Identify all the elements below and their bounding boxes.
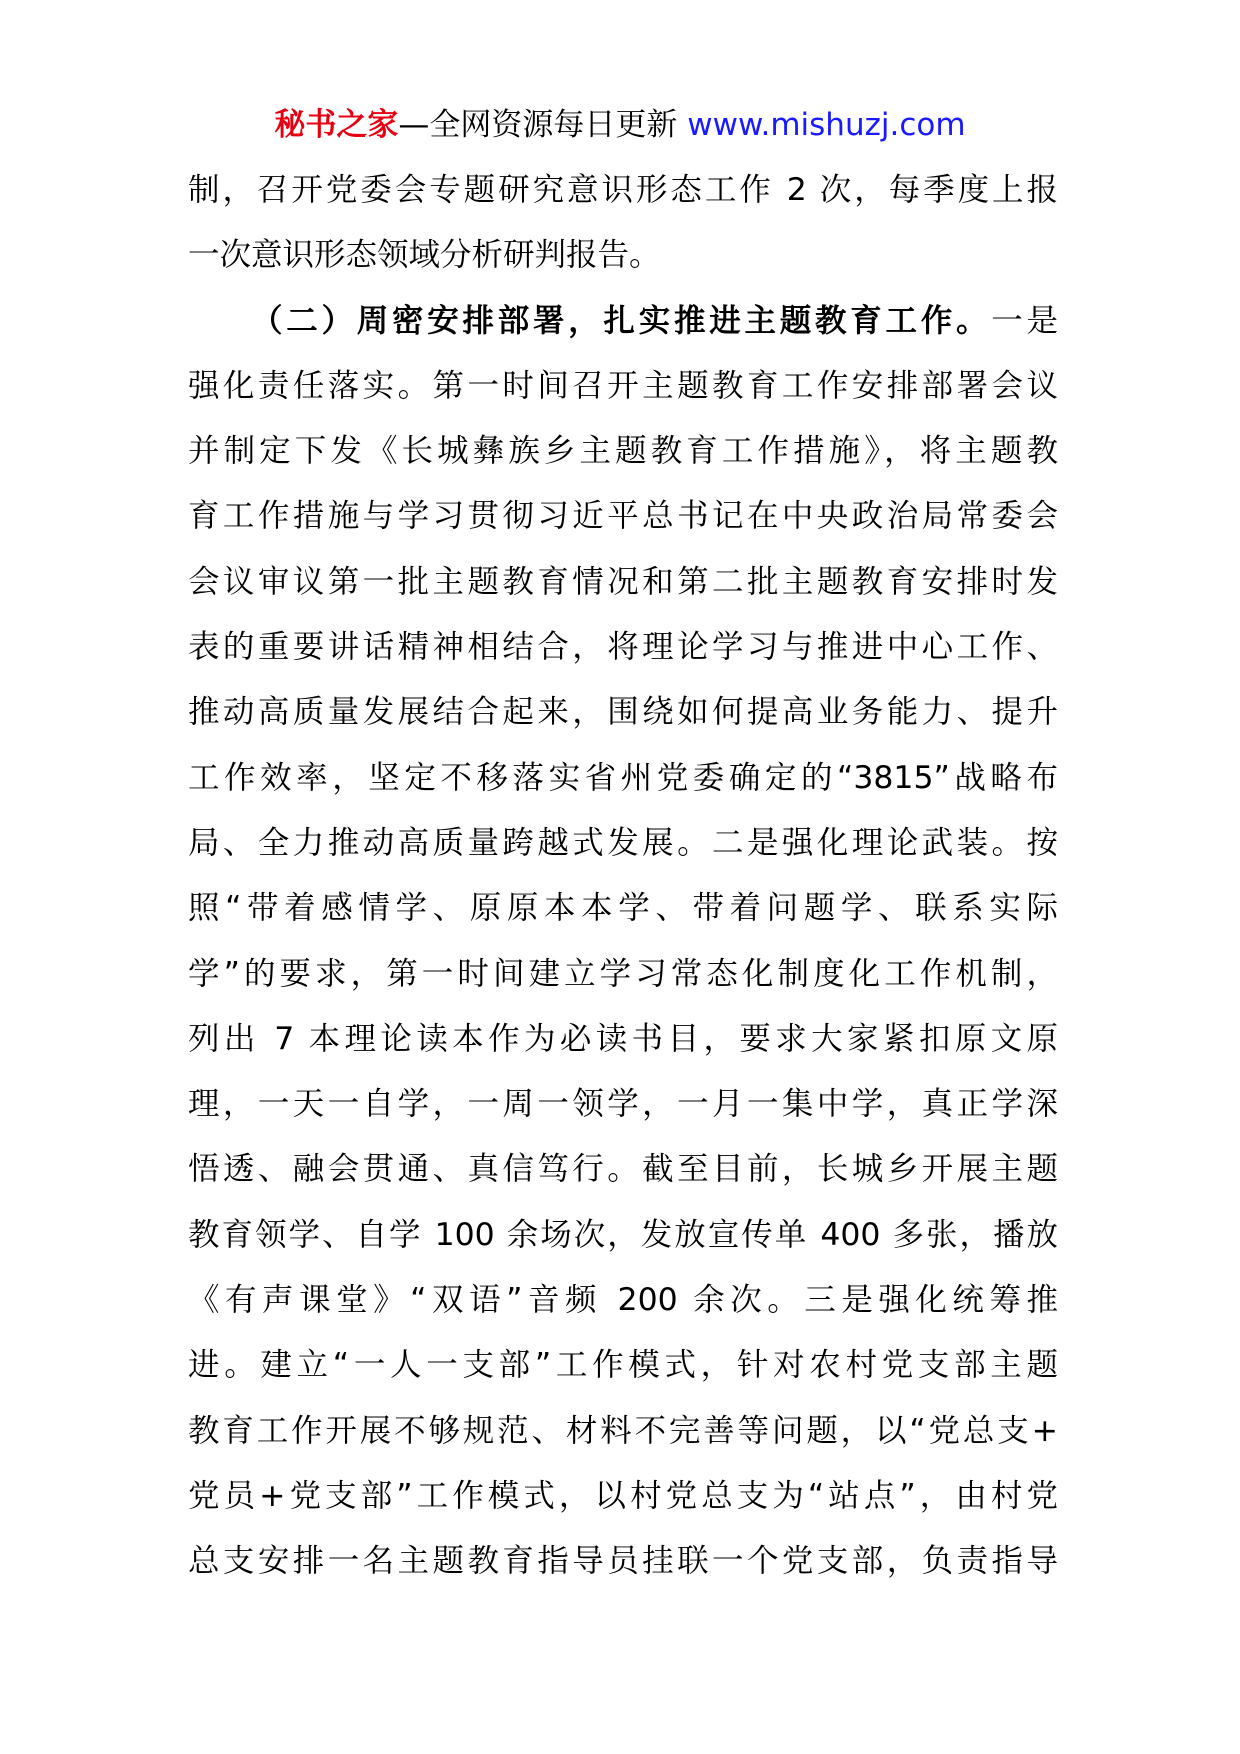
- brand-name: 秘书之家: [274, 107, 399, 143]
- section-heading: （二）周密安排部署，扎实推进主题教育工作。: [251, 302, 992, 339]
- text-line: 《有声课堂》“双语”音频 200 余次。三是强化统筹推: [188, 1282, 1058, 1319]
- text-line: 并制定下发《长城彝族乡主题教育工作措施》，将主题教: [188, 433, 1058, 470]
- text-line: 照“带着感情学、原原本本学、带着问题学、联系实际: [188, 890, 1058, 927]
- text-line-tail: 一是: [991, 302, 1058, 339]
- text-line: 推动高质量发展结合起来，围绕如何提高业务能力、提升: [188, 694, 1058, 731]
- section-heading-line: [188, 289, 1058, 354]
- text-line: 教育工作开展不够规范、材料不完善等问题，以“党总支+: [188, 1412, 1058, 1449]
- site-url-link[interactable]: www.mishuzj.com: [677, 107, 966, 143]
- text-line: 表的重要讲话精神相结合，将理论学习与推进中心工作、: [188, 629, 1058, 666]
- text-line: 悟透、融会贯通、真信笃行。截至目前，长城乡开展主题: [188, 1151, 1058, 1188]
- text-line: 制，召开党委会专题研究意识形态工作 2 次，每季度上报: [188, 172, 1058, 208]
- text-line: 一次意识形态领域分析研判报告。: [188, 237, 661, 274]
- text-line: 会议审议第一批主题教育情况和第二批主题教育安排时发: [188, 563, 1058, 600]
- text-line: 党员+党支部”工作模式，以村党总支为“站点”，由村党: [188, 1477, 1058, 1514]
- header-tagline: —全网资源每日更新: [398, 107, 678, 143]
- text-line: 理，一天一自学，一周一领学，一月一集中学，真正学深: [188, 1086, 1058, 1123]
- document-body: [188, 158, 1058, 1595]
- text-line: 列出 7 本理论读本作为必读书目，要求大家紧扣原文原: [188, 1020, 1058, 1057]
- text-line: 进。建立“一人一支部”工作模式，针对农村党支部主题: [188, 1347, 1058, 1384]
- text-line: 教育领学、自学 100 余场次，发放宣传单 400 多张，播放: [188, 1216, 1058, 1253]
- text-line: 工作效率，坚定不移落实省州党委确定的“3815”战略布: [188, 759, 1058, 796]
- text-line: 局、全力推动高质量跨越式发展。二是强化理论武装。按: [188, 824, 1058, 861]
- text-line: 学”的要求，第一时间建立学习常态化制度化工作机制，: [188, 955, 1058, 992]
- text-line: 育工作措施与学习贯彻习近平总书记在中央政治局常委会: [188, 498, 1058, 535]
- text-line: 强化责任落实。第一时间召开主题教育工作安排部署会议: [188, 367, 1058, 404]
- text-line: 总支安排一名主题教育指导员挂联一个党支部，负责指导: [188, 1543, 1058, 1580]
- site-header: [0, 100, 1240, 150]
